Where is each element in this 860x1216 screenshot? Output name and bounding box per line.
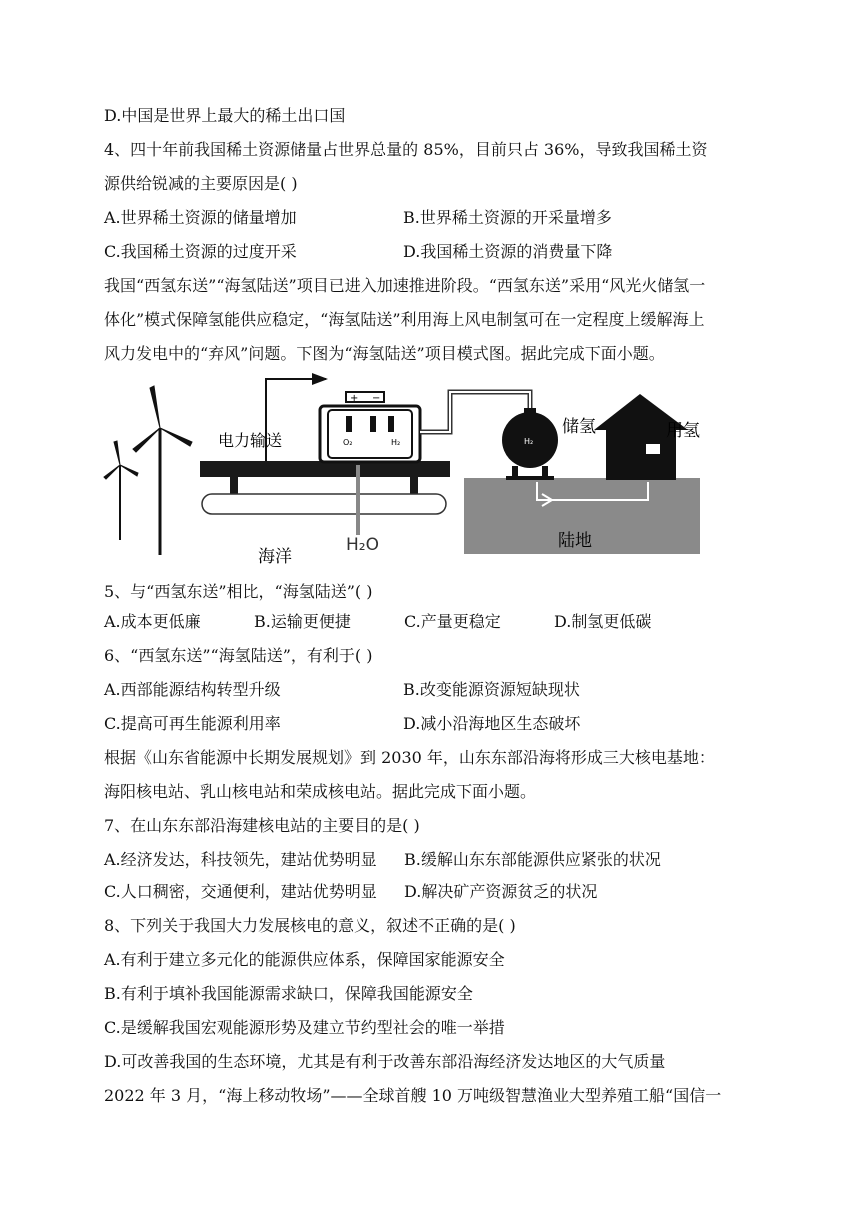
q8-option-a: A.有利于建立多元化的能源供应体系，保障国家能源安全	[104, 950, 505, 969]
q5-stem: 5、与“西氢东送”相比，“海氢陆送”( )	[104, 582, 373, 601]
ocean-label: 海洋	[258, 547, 292, 567]
land-label: 陆地	[558, 531, 592, 551]
q4-stem-line-1: 4、四十年前我国稀土资源储量占世界总量的 85%，目前只占 36%，导致我国稀土资	[104, 140, 708, 159]
plus-label: +	[350, 393, 359, 404]
passage3-line-1: 2022 年 3 月，“海上移动牧场”——全球首艘 10 万吨级智慧渔业大型养殖工船“国信一	[104, 1086, 722, 1105]
o2-label: O₂	[343, 438, 353, 447]
passage1-line-2: 体化”模式保障氢能供应稳定，“海氢陆送”利用海上风电制氢可在一定程度上缓解海上	[104, 310, 705, 329]
q6-stem: 6、“西氢东送”“海氢陆送”，有利于( )	[104, 646, 373, 665]
q7-option-c: C.人口稠密，交通便利，建站优势明显	[104, 882, 377, 901]
q8-option-b: B.有利于填补我国能源需求缺口，保障我国能源安全	[104, 984, 473, 1003]
minus-label: −	[372, 393, 381, 404]
hydrogen-transport-diagram	[100, 370, 710, 570]
water-label: H₂O	[346, 535, 379, 555]
wind-turbine-icon	[133, 386, 192, 555]
q4-stem-line-2: 源供给锐减的主要原因是( )	[104, 174, 298, 193]
h2-cell-label: H₂	[391, 438, 401, 447]
q5-option-d: D.制氢更低碳	[554, 612, 652, 631]
q5-option-a: A.成本更低廉	[104, 612, 201, 631]
q5-option-b: B.运输更便捷	[254, 612, 351, 631]
q6-option-c: C.提高可再生能源利用率	[104, 714, 281, 733]
q5-option-c: C.产量更稳定	[404, 612, 501, 631]
q3-option-d: D.中国是世界上最大的稀土出口国	[104, 106, 346, 125]
q7-option-b: B.缓解山东东部能源供应紧张的状况	[404, 850, 661, 869]
q4-option-a: A.世界稀土资源的储量增加	[104, 208, 297, 227]
passage2-line-2: 海阳核电站、乳山核电站和荣成核电站。据此完成下面小题。	[104, 782, 537, 801]
passage1-line-3: 风力发电中的“弃风”问题。下图为“海氢陆送”项目模式图。据此完成下面小题。	[104, 344, 665, 363]
h2-tank-label: H₂	[524, 437, 534, 446]
passage1-line-1: 我国“西氢东送”“海氢陆送”项目已进入加速推进阶段。“西氢东送”采用“风光火储氢一	[104, 276, 706, 295]
q8-option-c: C.是缓解我国宏观能源形势及建立节约型社会的唯一举措	[104, 1018, 505, 1037]
passage2-line-1: 根据《山东省能源中长期发展规划》到 2030 年，山东东部沿海将形成三大核电基地：	[104, 748, 715, 767]
power-label: 电力输送	[218, 431, 283, 450]
q7-option-d: D.解决矿产资源贫乏的状况	[404, 882, 598, 901]
platform-float	[202, 494, 446, 514]
q7-option-a: A.经济发达，科技领先，建站优势明显	[104, 850, 377, 869]
q4-option-c: C.我国稀土资源的过度开采	[104, 242, 297, 261]
q6-option-a: A.西部能源结构转型升级	[104, 680, 281, 699]
q6-option-d: D.减小沿海地区生态破坏	[403, 714, 581, 733]
q8-stem: 8、下列关于我国大力发展核电的意义，叙述不正确的是( )	[104, 916, 516, 935]
electrolyzer-icon	[320, 392, 420, 462]
storage-label: 储氢	[562, 417, 596, 437]
q4-option-b: B.世界稀土资源的开采量增多	[403, 208, 612, 227]
q7-stem: 7、在山东东部沿海建核电站的主要目的是( )	[104, 816, 420, 835]
wind-turbine-small-icon	[104, 441, 138, 540]
q6-option-b: B.改变能源资源短缺现状	[403, 680, 580, 699]
use-label: 用氢	[666, 421, 700, 441]
q4-option-d: D.我国稀土资源的消费量下降	[403, 242, 613, 261]
q8-option-d: D.可改善我国的生态环境，尤其是有利于改善东部沿海经济发达地区的大气质量	[104, 1052, 666, 1071]
